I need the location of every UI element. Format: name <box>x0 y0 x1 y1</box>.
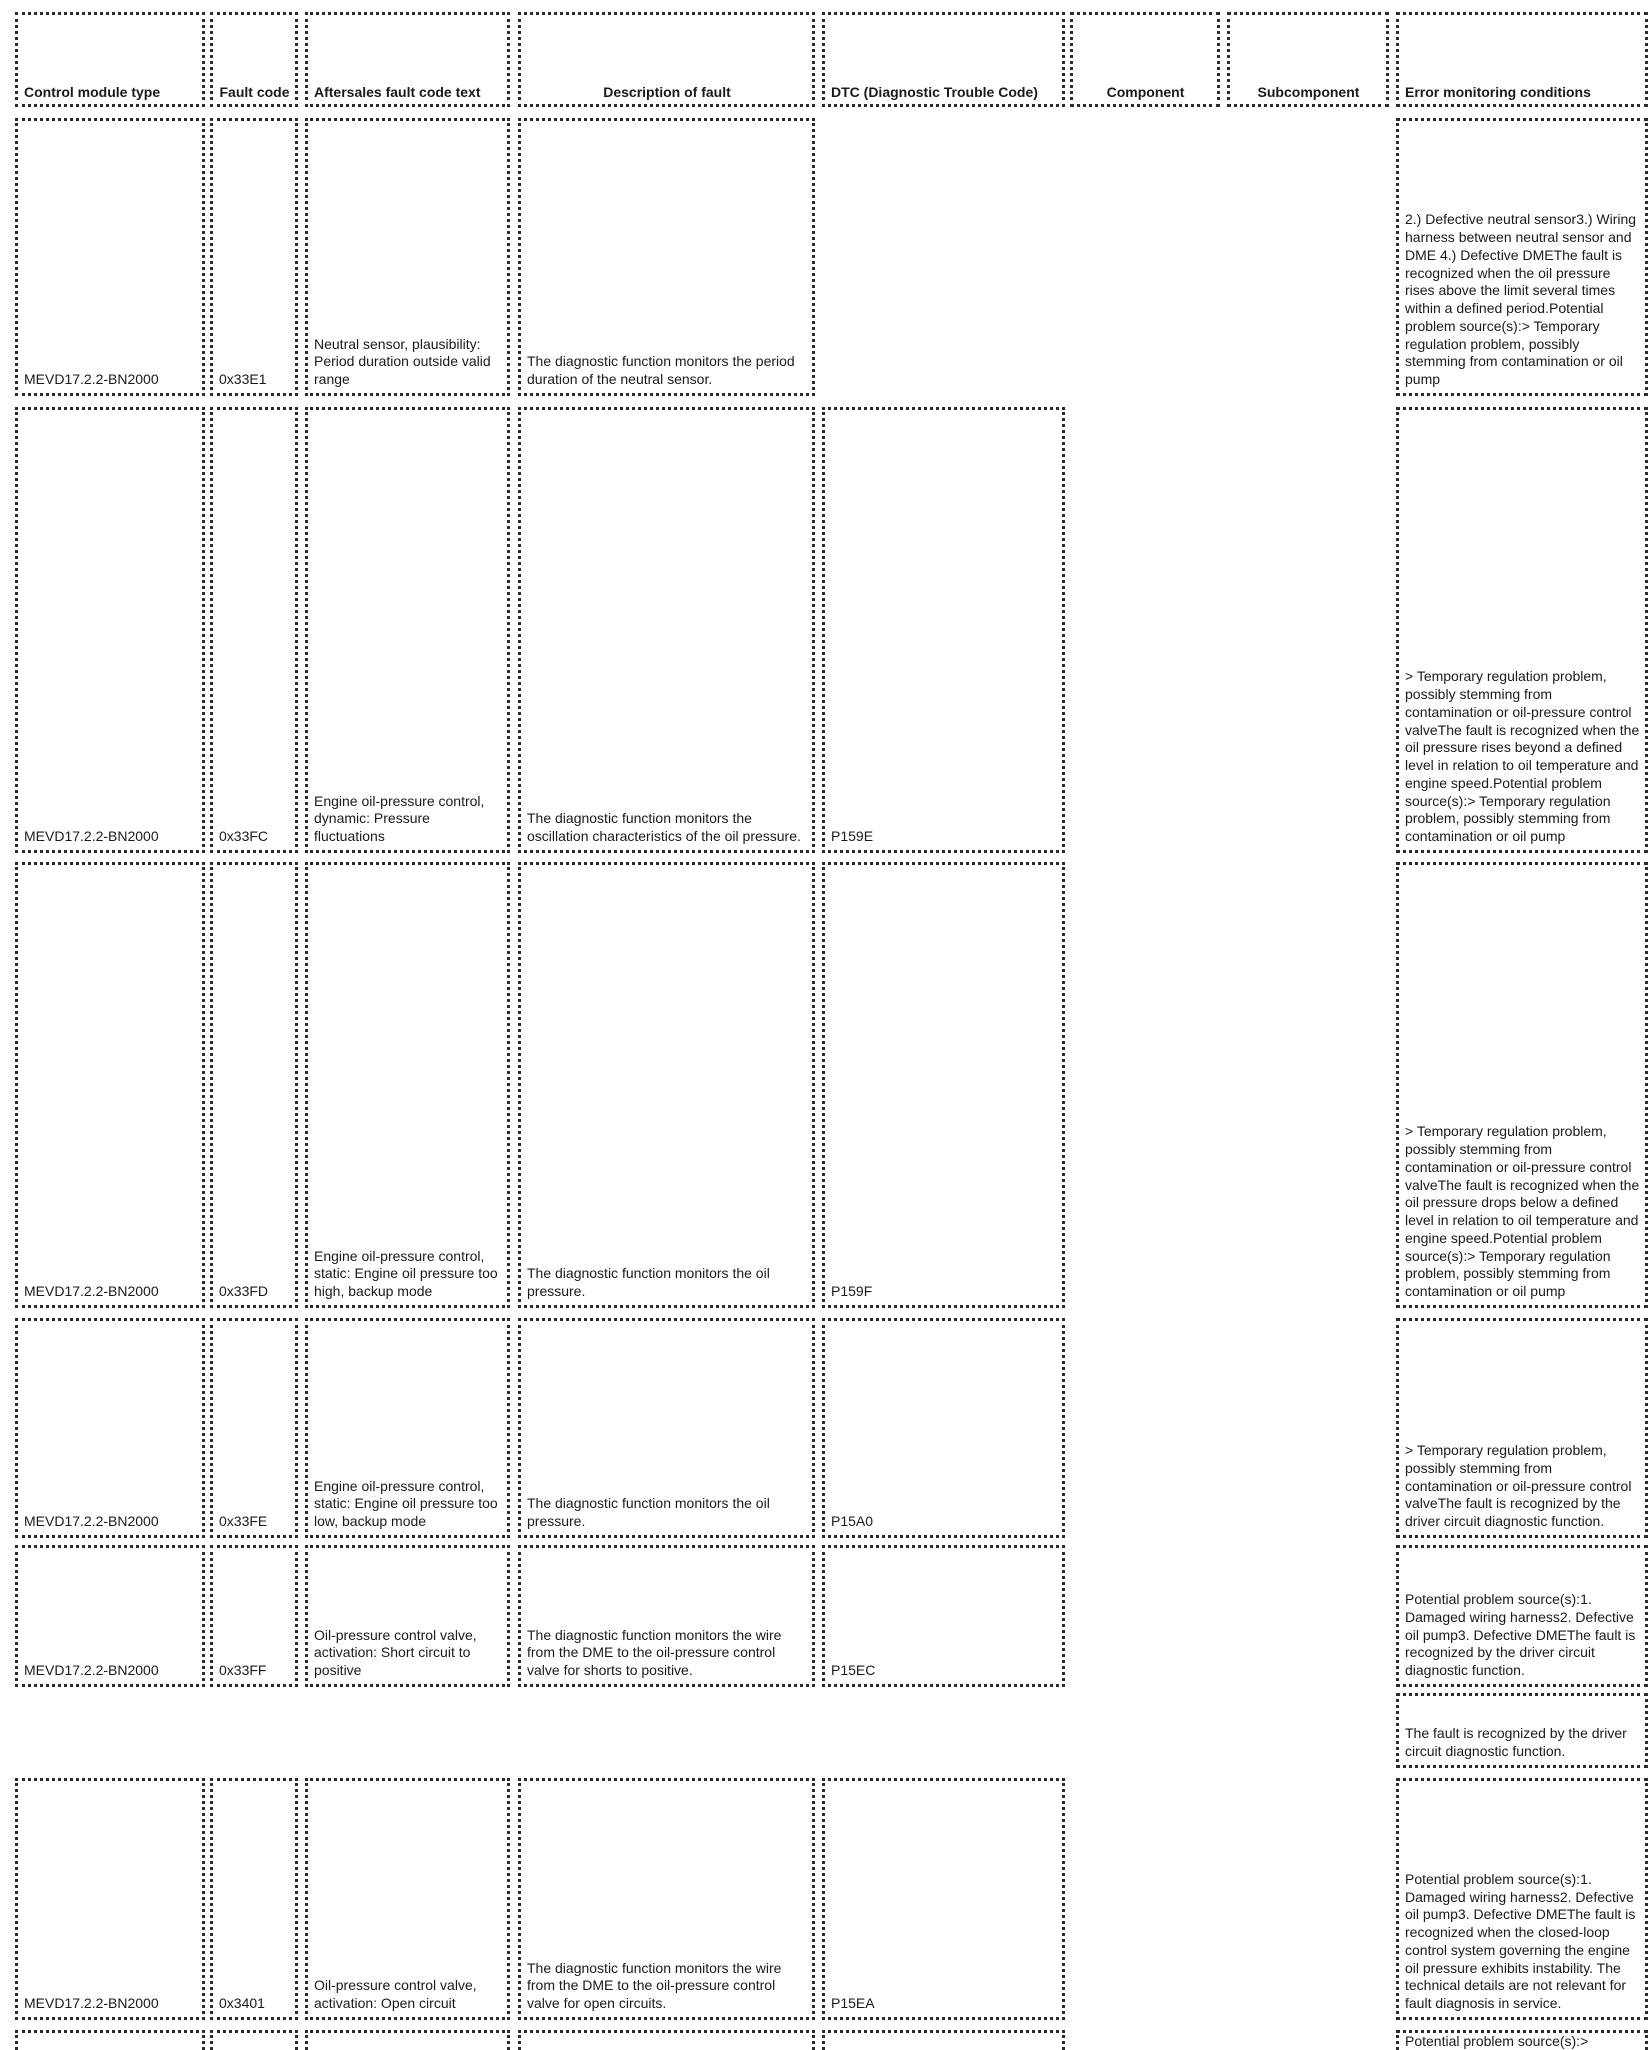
table-row-2-conditions: > Temporary regulation problem, possibly stemming from contamination or oil-pressure control valveThe fault is recognized when the oil pressure drops below a defined level in relation to oil temperature and engine speed.Potential problem source(s):> Temporary regulation problem, possibly stemming from contamination or oil pump <box>1396 862 1648 1308</box>
table-row-5-conditions: The fault is recognized by the driver circuit diagnostic function. <box>1396 1693 1648 1768</box>
table-row-1-text: Engine oil-pressure control, dynamic: Pressure fluctuations <box>305 407 510 853</box>
table-row-4-text: Oil-pressure control valve, activation: Short circuit to positive <box>305 1545 510 1687</box>
table-row-1-description: The diagnostic function monitors the oscillation characteristics of the oil pressure. <box>518 407 815 853</box>
table-row-0-description: The diagnostic function monitors the period duration of the neutral sensor. <box>518 118 815 396</box>
table-row-7-text <box>305 2030 510 2050</box>
header-description: Description of fault <box>518 12 815 107</box>
table-row-6-dtc: P15EA <box>822 1778 1065 2020</box>
table-row-4-module: MEVD17.2.2-BN2000 <box>15 1545 205 1687</box>
table-row-3-dtc: P15A0 <box>822 1318 1065 1538</box>
table-row-1-code: 0x33FC <box>210 407 298 853</box>
table-row-6-conditions: Potential problem source(s):1. Damaged wiring harness2. Defective oil pump3. Defective DMEThe fault is recognized when the closed-loop control system governing the engine oil pressure exhibits instability. The technical details are not relevant for fault diagnosis in service. <box>1396 1778 1648 2020</box>
table-row-2-description: The diagnostic function monitors the oil pressure. <box>518 862 815 1308</box>
table-row-4-code: 0x33FF <box>210 1545 298 1687</box>
table-row-7-dtc <box>822 2030 1065 2050</box>
table-row-3-description: The diagnostic function monitors the oil pressure. <box>518 1318 815 1538</box>
table-row-4-dtc: P15EC <box>822 1545 1065 1687</box>
table-row-0-text: Neutral sensor, plausibility: Period duration outside valid range <box>305 118 510 396</box>
table-row-2-dtc: P159F <box>822 862 1065 1308</box>
table-row-3-module: MEVD17.2.2-BN2000 <box>15 1318 205 1538</box>
header-fault-code: Fault code <box>210 12 298 107</box>
header-dtc: DTC (Diagnostic Trouble Code) <box>822 12 1065 107</box>
table-row-6-description: The diagnostic function monitors the wire from the DME to the oil-pressure control valve for open circuits. <box>518 1778 815 2020</box>
table-row-7-conditions: Potential problem source(s):> <box>1396 2030 1648 2050</box>
table-row-4-conditions: Potential problem source(s):1. Damaged wiring harness2. Defective oil pump3. Defective DMEThe fault is recognized by the driver circuit diagnostic function. <box>1396 1545 1648 1687</box>
table-row-0-conditions: 2.) Defective neutral sensor3.) Wiring harness between neutral sensor and DME 4.) Defective DMEThe fault is recognized when the oil pressure rises above the limit several times within a defined period.Potential problem source(s):> Temporary regulation problem, possibly stemming from contamination or oil pump <box>1396 118 1648 396</box>
table-row-4-description: The diagnostic function monitors the wire from the DME to the oil-pressure control valve for shorts to positive. <box>518 1545 815 1687</box>
table-row-2-module: MEVD17.2.2-BN2000 <box>15 862 205 1308</box>
table-row-6-code: 0x3401 <box>210 1778 298 2020</box>
table-row-0-code: 0x33E1 <box>210 118 298 396</box>
table-row-0-module: MEVD17.2.2-BN2000 <box>15 118 205 396</box>
table-row-1-module: MEVD17.2.2-BN2000 <box>15 407 205 853</box>
table-row-3-text: Engine oil-pressure control, static: Engine oil pressure too low, backup mode <box>305 1318 510 1538</box>
table-row-6-module: MEVD17.2.2-BN2000 <box>15 1778 205 2020</box>
header-component: Component <box>1070 12 1220 107</box>
table-row-7-module <box>15 2030 205 2050</box>
table-row-7-description <box>518 2030 815 2050</box>
table-row-2-text: Engine oil-pressure control, static: Engine oil pressure too high, backup mode <box>305 862 510 1308</box>
header-error-monitoring: Error monitoring conditions <box>1396 12 1648 107</box>
header-control-module-type: Control module type <box>15 12 205 107</box>
header-subcomponent: Subcomponent <box>1227 12 1389 107</box>
header-aftersales-text: Aftersales fault code text <box>305 12 510 107</box>
table-row-3-code: 0x33FE <box>210 1318 298 1538</box>
table-row-1-dtc: P159E <box>822 407 1065 853</box>
table-row-1-conditions: > Temporary regulation problem, possibly stemming from contamination or oil-pressure control valveThe fault is recognized when the oil pressure rises beyond a defined level in relation to oil temperature and engine speed.Potential problem source(s):> Temporary regulation problem, possibly stemming from contamination or oil pump <box>1396 407 1648 853</box>
table-row-6-text: Oil-pressure control valve, activation: Open circuit <box>305 1778 510 2020</box>
table-row-3-conditions: > Temporary regulation problem, possibly stemming from contamination or oil-pressure control valveThe fault is recognized by the driver circuit diagnostic function. <box>1396 1318 1648 1538</box>
table-row-2-code: 0x33FD <box>210 862 298 1308</box>
table-row-7-code <box>210 2030 298 2050</box>
